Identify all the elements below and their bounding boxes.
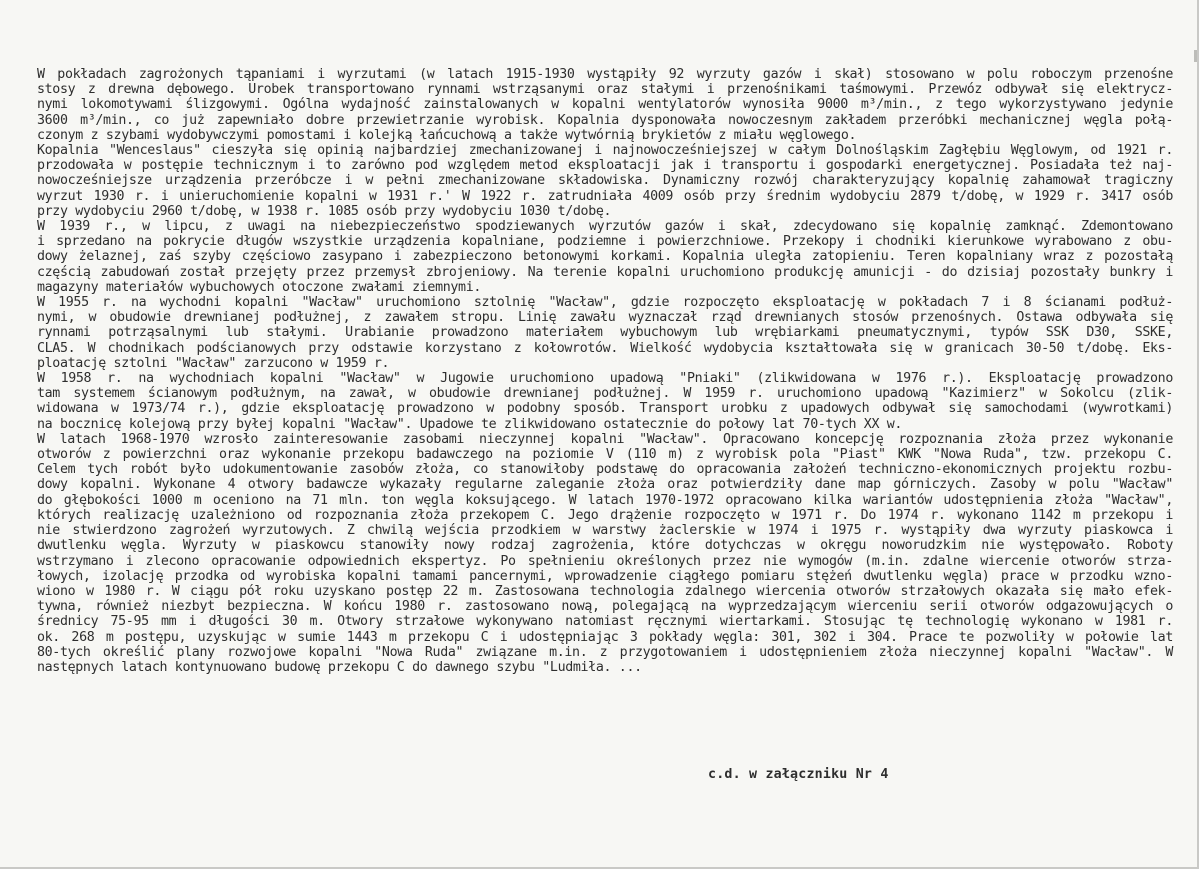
text-line: przy wydobyciu 2960 t/dobę, w 1938 r. 1085 osób przy wydobyciu 1030 t/dobę. xyxy=(37,203,612,219)
text-line: stosy z drewna dębowego. Urobek transportowano rynnami wstrząsanymi oraz stałymi i przenośnikami taśmowymi. Przewóz odbywał się elektrycz- xyxy=(37,82,1173,98)
text-line: częścią zabudowań został przejęty przez przemysł zbrojeniowy. Na terenie kopalni uruchomiono produkcję amunicji - do dzisiaj pozostały bunkry i xyxy=(37,264,1173,280)
text-line: na bocznicę kolejową przy byłej kopalni "Wacław". Upadowe te zlikwidowano ostatecznie do połowy lat 70-tych XX w. xyxy=(37,416,903,432)
text-line: następnych latach kontynuowano budowę przekopu C do dawnego szybu "Ludmiła. ... xyxy=(37,659,642,675)
text-line: Celem tych robót było udokumentowanie zasobów złoża, co stanowiłoby podstawę do opracowania założeń techniczno-ekonomicznych projektu rozbu- xyxy=(37,462,1173,478)
text-line: tam systemem ścianowym podłużnym, na zawał, w obudowie drewnianej podłużnej. W 1959 r. uruchomiono upadową "Kazimierz" w Sokolcu (zlik- xyxy=(37,386,1173,402)
text-line: i sprzedano na pokrycie długów wszystkie urządzenia kopalniane, podziemne i powierzchniowe. Przekopy i chodniki kierunkowe wyrabowano z obu- xyxy=(37,234,1173,250)
continuation-note: c.d. w załączniku Nr 4 xyxy=(708,767,889,782)
text-line: łowych, izolację przodka od wyrobiska kopalni tamami pancernymi, wprowadzenie ciągłego pomiaru stężeń dwutlenku węgla) prace w przodku wzno- xyxy=(37,568,1173,584)
text-line: W 1955 r. na wychodni kopalni "Wacław" uruchomiono sztolnię "Wacław", gdzie rozpoczęto eksploatację w pokładach 7 i 8 ścianami podłuż- xyxy=(37,295,1173,311)
text-line: do głębokości 1000 m oceniono na 71 mln. ton węgla koksującego. W latach 1970-1972 opracowano kilka wariantów udostępnienia złoża "Wacław", xyxy=(37,492,1173,508)
text-line: tywna, również niezbyt bezpieczna. W końcu 1980 r. zastosowano nową, polegającą na wyprzedzającym wierceniu serii otworów odgazowujących o xyxy=(37,599,1173,615)
text-line: nymi lokomotywami ślizgowymi. Ogólna wydajność zainstalowanych w kopalni wentylatorów wynosiła 9000 m³/min., z tego wykorzystywano jedynie xyxy=(37,97,1173,113)
text-line: otworów z powierzchni oraz wykonanie przekopu badawczego na poziomie V (110 m) z wyrobisk pola "Piast" KWK "Nowa Ruda", tzw. przekopu C. xyxy=(37,447,1173,463)
text-line: W latach 1968-1970 wzrosło zainteresowanie zasobami nieczynnej kopalni "Wacław". Opracowano koncepcję rozpoznania złoża przez wykonanie xyxy=(37,431,1173,447)
text-line: Kopalnia "Wenceslaus" cieszyła się opinią najbardziej zmechanizowanej i najnowocześniejszej w całym Dolnośląskim Zagłębiu Węglowym, od 1921 r. xyxy=(37,143,1173,159)
text-line: nymi, w obudowie drewnianej podłużnej, z zawałem stropu. Linię zawału wyznaczał rząd drewnianych stosów przenośnych. Ostawa odbywała się xyxy=(37,310,1173,326)
text-line: CLA5. W chodnikach podścianowych przy odstawie korzystano z kołowrotów. Wielkość wydobycia kształtowała się w granicach 30-50 t/dobę. Eks- xyxy=(37,340,1173,356)
text-line: magazyny materiałów wybuchowych otoczone zwałami ziemnymi. xyxy=(37,279,482,295)
text-line: W 1939 r., w lipcu, z uwagi na niebezpieczeństwo spodziewanych wyrzutów gazów i skał, zdecydowano się kopalnię zamknąć. Zdemontowano xyxy=(37,219,1173,235)
text-line: czonym z szybami wydobywczymi pomostami i kolejką łańcuchową a także wytwórnią brykietów z miału węglowego. xyxy=(37,127,857,143)
text-line: nowocześniejsze urządzenia przeróbcze i w pełni zmechanizowane składowiska. Dynamiczny rozwój charakteryzujący kopalnię zahamował tragiczny xyxy=(37,173,1173,189)
text-line: wiono w 1980 r. W ciągu pół roku uzyskano postęp 22 m. Zastosowana technologia zdalnego wiercenia otworów strzałowych okazała się mało efek- xyxy=(37,583,1173,599)
text-line: przodowała w postępie technicznym i to zarówno pod względem metod eksploatacji jak i transportu i gospodarki energetycznej. Posiadała też naj- xyxy=(37,158,1173,174)
text-line: rynnami potrząsalnymi lub stałymi. Urabianie prowadzono materiałem wybuchowym lub wrębiarkami pneumatycznymi, typów SSK D30, SSKE, xyxy=(37,325,1173,341)
document-body xyxy=(37,67,1173,675)
text-line: wyrzut 1930 r. i unieruchomienie kopalni w 1931 r.' W 1922 r. zatrudniała 4009 osób przy średnim wydobyciu 2879 t/dobę, w 1929 r. 3417 osób xyxy=(37,188,1173,204)
text-line: dowy kopalni. Wykonane 4 otwory badawcze wykazały regularne zaleganie złoża oraz potwierdziły dane map górniczych. Zasoby w polu "Wacław" xyxy=(37,477,1173,493)
page-edge-mark xyxy=(1194,50,1197,62)
text-line: widowana w 1973/74 r.), gdzie eksploatację prowadzono w podobny sposób. Transport urobku z upadowych odbywał się samochodami (wywrotkami) xyxy=(37,401,1173,417)
text-line: dwutlenku węgla. Wyrzuty w piaskowcu stanowiły nowy rodzaj zagrożenia, które dotychczas w okręgu noworudzkim nie występowało. Roboty xyxy=(37,538,1173,554)
text-line: W pokładach zagrożonych tąpaniami i wyrzutami (w latach 1915-1930 wystąpiły 92 wyrzuty gazów i skał) stosowano w polu roboczym przenośne xyxy=(37,67,1173,82)
text-line: wstrzymano i zlecono opracowanie odpowiednich ekspertyz. Po spełnieniu określonych przez nie wymogów (m.in. zdalne wiercenie otworów strza- xyxy=(37,553,1173,569)
text-line: 3600 m³/min., co już zapewniało dobre przewietrzanie wyrobisk. Kopalnia dysponowała nowoczesnym zakładem przeróbki mechanicznej węgla połą- xyxy=(37,112,1173,128)
text-line: 80-tych określić plany rozwojowe kopalni "Nowa Ruda" związane m.in. z przygotowaniem i udostępnieniem złoża nieczynnej kopalni "Wacław". W xyxy=(37,644,1173,660)
text-line: ploatację sztolni "Wacław" zarzucono w 1959 r. xyxy=(37,355,390,371)
text-line: nie stwierdzono zagrożeń wyrzutowych. Z chwilą wejścia przodkiem w warstwy żaclerskie w 1974 i 1975 r. wystąpiły dwa wyrzuty piaskowca i xyxy=(37,523,1173,539)
text-line: średnicy 75-95 mm i długości 30 m. Otwory strzałowe wykonywano natomiast ręcznymi wiertarkami. Stosując tę technologię wykonano w 1981 r. xyxy=(37,614,1173,630)
text-line: dowy żelaznej, zaś szyby częściowo zasypano i zabezpieczono betonowymi korkami. Kopalnia uległa zatopieniu. Teren kopalniany wraz z pozostałą xyxy=(37,249,1173,265)
text-line: W 1958 r. na wychodniach kopalni "Wacław" w Jugowie uruchomiono upadową "Pniaki" (zlikwidowana w 1976 r.). Eksploatację prowadzono xyxy=(37,371,1173,387)
text-line: których realizację uzależniono od rozpoznania złoża przekopem C. Jego drążenie rozpoczęto w 1971 r. Do 1974 r. wykonano 1142 m przekopu i xyxy=(37,507,1173,523)
text-line: ok. 268 m postępu, uzyskując w sumie 1443 m przekopu C i udostępniając 3 pokłady węgla: 301, 302 i 304. Prace te pozwoliły w połowie lat xyxy=(37,629,1173,645)
